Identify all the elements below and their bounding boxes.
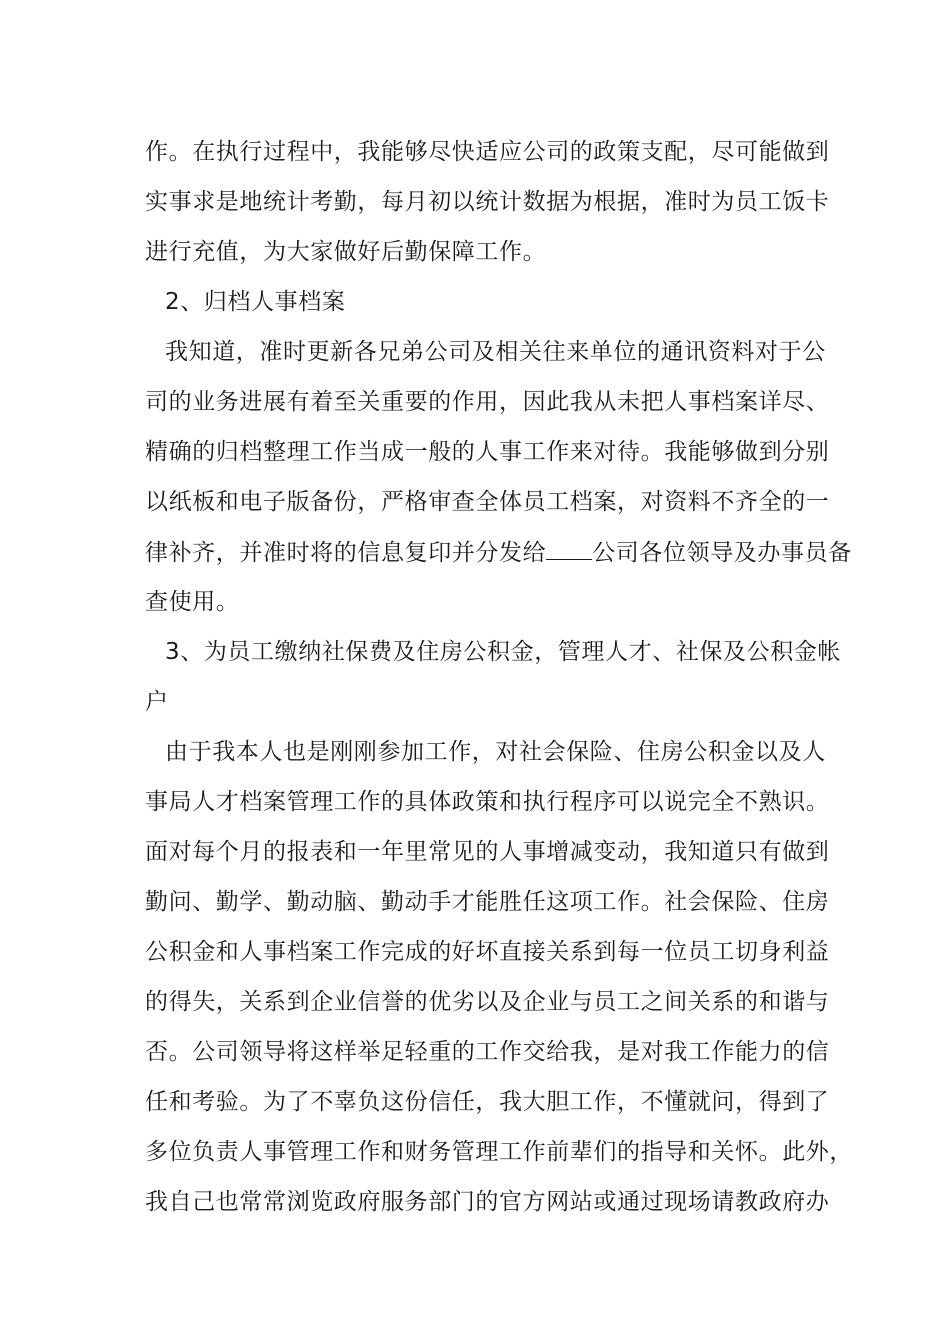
paragraph-line: 否。公司领导将这样举足轻重的工作交给我，是对我工作能力的信 <box>145 1039 830 1065</box>
line-text-after-blank: 公司各位领导及办事员备 <box>592 540 852 566</box>
paragraph-line: 多位负责人事管理工作和财务管理工作前辈们的指导和关怀。此外， <box>145 1139 853 1165</box>
paragraph-line: 勤问、勤学、勤动脑、勤动手才能胜任这项工作。社会保险、住房 <box>145 889 830 915</box>
section-heading: 3、为员工缴纳社保费及住房公积金，管理人才、社保及公积金帐 <box>165 639 842 665</box>
paragraph-line: 查使用。 <box>145 589 240 615</box>
section-heading-continued: 户 <box>145 689 169 715</box>
paragraph-line: 司的业务进展有着至关重要的作用，因此我从未把人事档案详尽、 <box>145 389 830 415</box>
paragraph-line <box>145 537 852 568</box>
paragraph-line: 我自己也常常浏览政府服务部门的官方网站或通过现场请教政府办 <box>145 1189 830 1215</box>
paragraph-line: 我知道，准时更新各兄弟公司及相关往来单位的通讯资料对于公 <box>165 339 826 365</box>
paragraph-line: 作。在执行过程中，我能够尽快适应公司的政策支配，尽可能做到 <box>145 139 830 165</box>
paragraph-line: 精确的归档整理工作当成一般的人事工作来对待。我能够做到分别 <box>145 439 830 465</box>
paragraph-line: 实事求是地统计考勤，每月初以统计数据为根据，准时为员工饭卡 <box>145 189 830 215</box>
paragraph-line: 面对每个月的报表和一年里常见的人事增减变动，我知道只有做到 <box>145 839 830 865</box>
paragraph-line: 任和考验。为了不辜负这份信任，我大胆工作，不懂就问，得到了 <box>145 1089 830 1115</box>
paragraph-line: 事局人才档案管理工作的具体政策和执行程序可以说完全不熟识。 <box>145 789 830 815</box>
paragraph-line: 以纸板和电子版备份，严格审查全体员工档案，对资料不齐全的一 <box>145 489 830 515</box>
line-text-before-blank: 律补齐，并准时将的信息复印并分发给 <box>145 540 547 566</box>
paragraph-line: 的得失，关系到企业信誉的优劣以及企业与员工之间关系的和谐与 <box>145 989 830 1015</box>
paragraph-line: 公积金和人事档案工作完成的好坏直接关系到每一位员工切身利益 <box>145 939 830 965</box>
paragraph-line: 由于我本人也是刚刚参加工作，对社会保险、住房公积金以及人 <box>165 739 826 765</box>
paragraph-line: 进行充值，为大家做好后勤保障工作。 <box>145 239 547 265</box>
fill-in-blank <box>546 537 592 560</box>
section-heading: 2、归档人事档案 <box>165 289 346 315</box>
